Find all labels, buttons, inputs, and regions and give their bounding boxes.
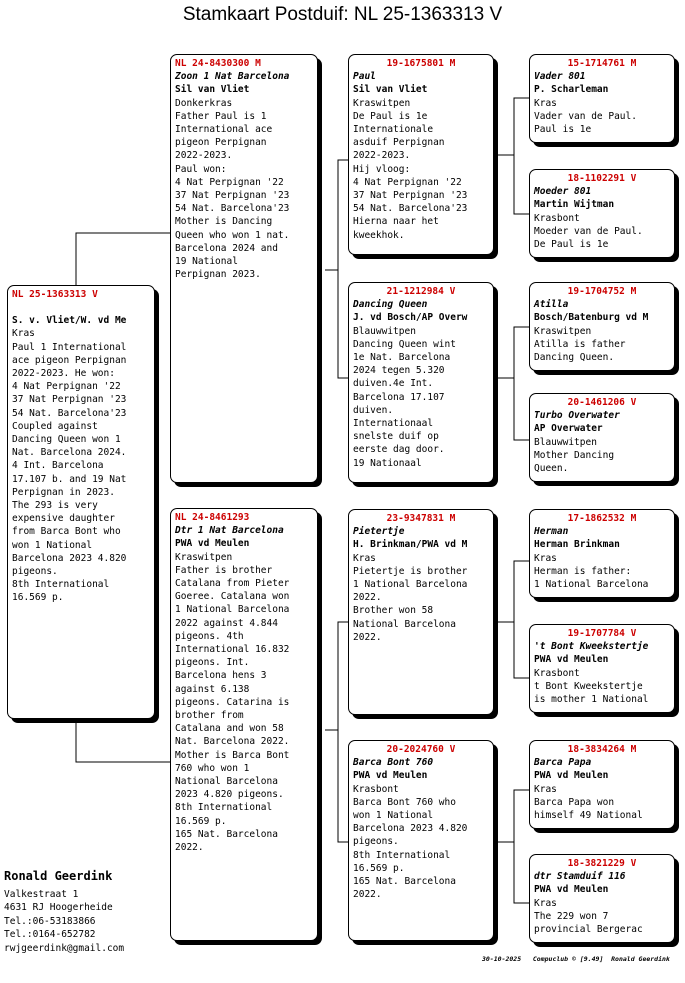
pigeon-card-ss	[348, 54, 494, 255]
owner-name: J. vd Bosch/AP Overw	[353, 312, 468, 324]
note-line: expensive daughter	[12, 513, 115, 525]
pigeon-name: Pietertje	[353, 526, 405, 538]
pigeon-card-ssd	[529, 169, 675, 258]
note-line: won 1 National	[353, 810, 434, 822]
owner-name: P. Scharleman	[534, 84, 609, 96]
note-line: Perpignan 2023.	[175, 269, 261, 281]
note-line: The 293 is very	[12, 500, 98, 512]
note-line: Queen who won 1 nat.	[175, 229, 290, 241]
note-line: 16.569 p.	[353, 862, 405, 874]
ring-number: NL 25-1363313 V	[12, 289, 98, 300]
breeder-name: Ronald Geerdink	[4, 869, 113, 883]
owner-name: PWA vd Meulen	[534, 770, 609, 782]
note-line: Mother Dancing	[534, 449, 615, 461]
note-line: 1 National Barcelona	[353, 579, 468, 591]
note-line: Mother is Dancing	[175, 216, 273, 228]
note-line: from Barca Bont who	[12, 526, 121, 538]
ring-number: 18-3821229 V	[567, 858, 637, 869]
note-line: Kras	[12, 328, 35, 340]
note-line: The 229 won 7	[534, 910, 609, 922]
note-line: Nat. Barcelona 2022.	[175, 736, 290, 748]
note-line: Blauwwitpen	[534, 436, 597, 448]
ring-number: NL 24-8430300 M	[175, 58, 261, 69]
note-line: Barca Papa won	[534, 796, 615, 808]
note-line: Dancing Queen won 1	[12, 434, 121, 446]
pigeon-name: Herman	[534, 526, 569, 538]
note-line: pigeon Perpignan	[175, 137, 267, 149]
owner-name: Bosch/Batenburg vd M	[534, 312, 649, 324]
note-line: Father Paul is 1	[175, 110, 267, 122]
breeder-phone-mobile: Tel.:06-53183866	[4, 915, 96, 927]
pigeon-notes	[534, 783, 670, 823]
note-line: t Bont Kweekstertje	[534, 680, 643, 692]
pigeon-notes	[175, 97, 313, 282]
owner-name: Martin Wijtman	[534, 199, 615, 211]
note-line: Herman is father:	[534, 565, 632, 577]
breeder-email: rwjgeerdink@gmail.com	[4, 942, 125, 954]
pigeon-card-dam	[170, 508, 318, 941]
note-line: Barca Bont 760 who	[353, 796, 456, 808]
note-line: Catalana from Pieter	[175, 578, 290, 590]
ring-number: 15-1714761 M	[567, 58, 637, 69]
note-line: 2022.	[353, 592, 382, 604]
note-line: Vader van de Paul.	[534, 110, 637, 122]
owner-name: AP Overwater	[534, 423, 603, 435]
note-line: Kras	[534, 552, 557, 564]
pigeon-name: 't Bont Kweekstertje	[534, 641, 649, 653]
pigeon-card-sire	[170, 54, 318, 483]
note-line: 2022.	[353, 889, 382, 901]
note-line: 16.569 p.	[175, 815, 227, 827]
owner-name: PWA vd Meulen	[175, 538, 250, 550]
ring-number: 20-1461206 V	[567, 397, 637, 408]
pigeon-card-subject	[7, 285, 155, 719]
note-line: snelste duif op	[353, 431, 439, 443]
pigeon-card-sds	[529, 282, 675, 371]
note-line: Dancing Queen.	[534, 352, 615, 364]
note-line: 1 National Barcelona	[534, 579, 649, 591]
note-line: Kras	[534, 97, 557, 109]
note-line: National Barcelona	[353, 618, 456, 630]
note-line: 2022.	[175, 842, 204, 854]
ring-number: 19-1675801 M	[386, 58, 456, 69]
note-line: Barcelona 2023 4.820	[353, 823, 468, 835]
note-line: Paul is 1e	[534, 124, 592, 136]
pigeon-name: Dtr 1 Nat Barcelona	[175, 525, 284, 537]
note-line: 8th International	[353, 849, 451, 861]
breeder-info	[4, 868, 124, 955]
pigeon-card-ddd	[529, 854, 675, 943]
note-line: pigeons. 4th	[175, 630, 244, 642]
owner-name: Herman Brinkman	[534, 539, 620, 551]
pigeon-notes	[534, 212, 670, 252]
note-line: 4 Nat Perpignan '22	[12, 381, 121, 393]
pigeon-card-sd	[348, 282, 494, 483]
note-line: 16.569 p.	[12, 592, 64, 604]
note-line: Kraswitpen	[353, 97, 411, 109]
pigeon-notes	[534, 325, 670, 365]
pigeon-name: Dancing Queen	[353, 299, 428, 311]
note-line: Hierna naar het	[353, 216, 439, 228]
note-line: Krasbont	[353, 783, 399, 795]
note-line: Kraswitpen	[175, 551, 233, 563]
pigeon-name: Paul	[353, 71, 376, 83]
footer-credit: 30-10-2025 Compuclub © [9.49] Ronald Geerdink	[482, 955, 670, 963]
note-line: pigeons. Catarina is	[175, 696, 290, 708]
note-line: Paul 1 International	[12, 341, 127, 353]
pigeon-name: Vader 801	[534, 71, 586, 83]
note-line: 1 National Barcelona	[175, 604, 290, 616]
note-line: 4 Nat Perpignan '22	[353, 176, 462, 188]
pigeon-name: Barca Papa	[534, 757, 592, 769]
note-line: 8th International	[175, 802, 273, 814]
ring-number: NL 24-8461293	[175, 512, 250, 523]
ring-number: 18-3834264 M	[567, 744, 637, 755]
note-line: duiven.4e Int.	[353, 378, 434, 390]
note-line: Blauwwitpen	[353, 325, 416, 337]
note-line: 2024 tegen 5.320	[353, 365, 445, 377]
note-line: 2023 4.820 pigeons.	[175, 789, 284, 801]
note-line: himself 49 National	[534, 810, 643, 822]
note-line: Kras	[534, 897, 557, 909]
note-line: Internationale	[353, 124, 434, 136]
pigeon-notes	[353, 325, 489, 470]
note-line: Barcelona 2024 and	[175, 242, 278, 254]
note-line: Donkerkras	[175, 97, 233, 109]
owner-name: PWA vd Meulen	[534, 654, 609, 666]
note-line: brother from	[175, 710, 244, 722]
note-line: 19 Nationaal	[353, 457, 422, 469]
pigeon-notes	[353, 552, 489, 644]
note-line: 2022-2023.	[175, 150, 233, 162]
pigeon-notes	[534, 436, 670, 476]
pigeon-card-sdd	[529, 393, 675, 482]
note-line: Nat. Barcelona 2024.	[12, 447, 127, 459]
note-line: Kras	[353, 552, 376, 564]
pigeon-name: dtr Stamduif 116	[534, 871, 626, 883]
note-line: Pietertje is brother	[353, 565, 468, 577]
note-line: Paul won:	[175, 163, 227, 175]
note-line: Kraswitpen	[534, 325, 592, 337]
note-line: Goeree. Catalana won	[175, 591, 290, 603]
note-line: kweekhok.	[353, 229, 405, 241]
ring-number: 19-1704752 M	[567, 286, 637, 297]
pigeon-notes	[534, 552, 670, 592]
pigeon-notes	[353, 97, 489, 242]
note-line: pigeons. Int.	[175, 657, 250, 669]
note-line: provincial Bergerac	[534, 924, 643, 936]
note-line: 4 Int. Barcelona	[12, 460, 104, 472]
note-line: 54 Nat. Barcelona'23	[12, 407, 127, 419]
note-line: 19 National	[175, 256, 238, 268]
pigeon-notes	[534, 97, 670, 137]
breeder-street: Valkestraat 1	[4, 889, 79, 900]
note-line: Perpignan in 2023.	[12, 486, 115, 498]
note-line: duiven.	[353, 404, 394, 416]
pigeon-card-dsd	[529, 624, 675, 713]
note-line: 2022.	[353, 631, 382, 643]
ring-number: 18-1102291 V	[567, 173, 637, 184]
note-line: ace pigeon Perpignan	[12, 354, 127, 366]
pigeon-name: Zoon 1 Nat Barcelona	[175, 71, 290, 83]
pigeon-card-ds	[348, 509, 494, 715]
note-line: asduif Perpignan	[353, 137, 445, 149]
note-line: De Paul is 1e	[353, 110, 428, 122]
breeder-city: 4631 RJ Hoogerheide	[4, 902, 113, 914]
owner-name: PWA vd Meulen	[534, 884, 609, 896]
pigeon-name: Moeder 801	[534, 186, 592, 198]
pigeon-card-dss	[529, 509, 675, 598]
note-line: Barcelona 17.107	[353, 391, 445, 403]
pigeon-card-dds	[529, 740, 675, 829]
note-line: Queen.	[534, 463, 569, 475]
note-line: De Paul is 1e	[534, 239, 609, 251]
ring-number: 21-1212984 V	[386, 286, 456, 297]
pigeon-notes	[175, 551, 313, 855]
note-line: Brother won 58	[353, 605, 434, 617]
note-line: is mother 1 National	[534, 694, 649, 706]
note-line: 760 who won 1	[175, 762, 250, 774]
note-line: pigeons.	[12, 566, 58, 578]
breeder-phone: Tel.:0164-652782	[4, 929, 96, 941]
pigeon-card-sss	[529, 54, 675, 143]
pigeon-notes	[534, 667, 670, 707]
note-line: 2022 against 4.844	[175, 617, 278, 629]
note-line: Atilla is father	[534, 338, 626, 350]
note-line: Catalana and won 58	[175, 723, 284, 735]
note-line: against 6.138	[175, 683, 250, 695]
note-line: Kras	[534, 783, 557, 795]
owner-name: Sil van Vliet	[175, 84, 250, 96]
note-line: International ace	[175, 124, 273, 136]
note-line: eerste dag door.	[353, 444, 445, 456]
note-line: Father is brother	[175, 564, 273, 576]
note-line: Coupled against	[12, 420, 98, 432]
page-title: Stamkaart Postduif: NL 25-1363313 V	[182, 4, 503, 25]
note-line: won 1 National	[12, 539, 93, 551]
note-line: Mother is Barca Bont	[175, 749, 290, 761]
note-line: Hij vloog:	[353, 163, 411, 175]
owner-name: PWA vd Meulen	[353, 770, 428, 782]
ring-number: 17-1862532 M	[567, 513, 637, 524]
note-line: 2022-2023.	[353, 150, 411, 162]
note-line: 165 Nat. Barcelona	[175, 828, 278, 840]
note-line: Dancing Queen wint	[353, 338, 456, 350]
note-line: 37 Nat Perpignan '23	[353, 190, 468, 202]
note-line: 17.107 b. and 19 Nat	[12, 473, 127, 485]
owner-name: S. v. Vliet/W. vd Me	[12, 315, 127, 327]
note-line: Internationaal	[353, 418, 434, 430]
note-line: Barcelona 2023 4.820	[12, 552, 127, 564]
note-line: Krasbont	[534, 212, 580, 224]
note-line: Barcelona hens 3	[175, 670, 267, 682]
owner-name: Sil van Vliet	[353, 84, 428, 96]
pigeon-notes	[12, 327, 150, 604]
note-line: 4 Nat Perpignan '22	[175, 176, 284, 188]
note-line: 8th International	[12, 579, 110, 591]
pigeon-name: Atilla	[534, 299, 569, 311]
note-line: International 16.832	[175, 644, 290, 656]
note-line: National Barcelona	[175, 776, 278, 788]
note-line: 54 Nat. Barcelona'23	[175, 203, 290, 215]
ring-number: 23-9347831 M	[386, 513, 456, 524]
ring-number: 19-1707784 V	[567, 628, 637, 639]
note-line: 37 Nat Perpignan '23	[175, 190, 290, 202]
note-line: Moeder van de Paul.	[534, 225, 643, 237]
note-line: 165 Nat. Barcelona	[353, 876, 456, 888]
note-line: 1e Nat. Barcelona	[353, 352, 451, 364]
note-line: pigeons.	[353, 836, 399, 848]
pigeon-name: Barca Bont 760	[353, 757, 434, 769]
pigeon-notes	[534, 897, 670, 937]
pigeon-card-dd	[348, 740, 494, 941]
owner-name: H. Brinkman/PWA vd M	[353, 539, 468, 551]
note-line: 2022-2023. He won:	[12, 368, 115, 380]
pigeon-notes	[353, 783, 489, 902]
empty-name-line	[12, 301, 150, 314]
note-line: Krasbont	[534, 667, 580, 679]
note-line: 37 Nat Perpignan '23	[12, 394, 127, 406]
ring-number: 20-2024760 V	[386, 744, 456, 755]
pigeon-name: Turbo Overwater	[534, 410, 620, 422]
note-line: 54 Nat. Barcelona'23	[353, 203, 468, 215]
